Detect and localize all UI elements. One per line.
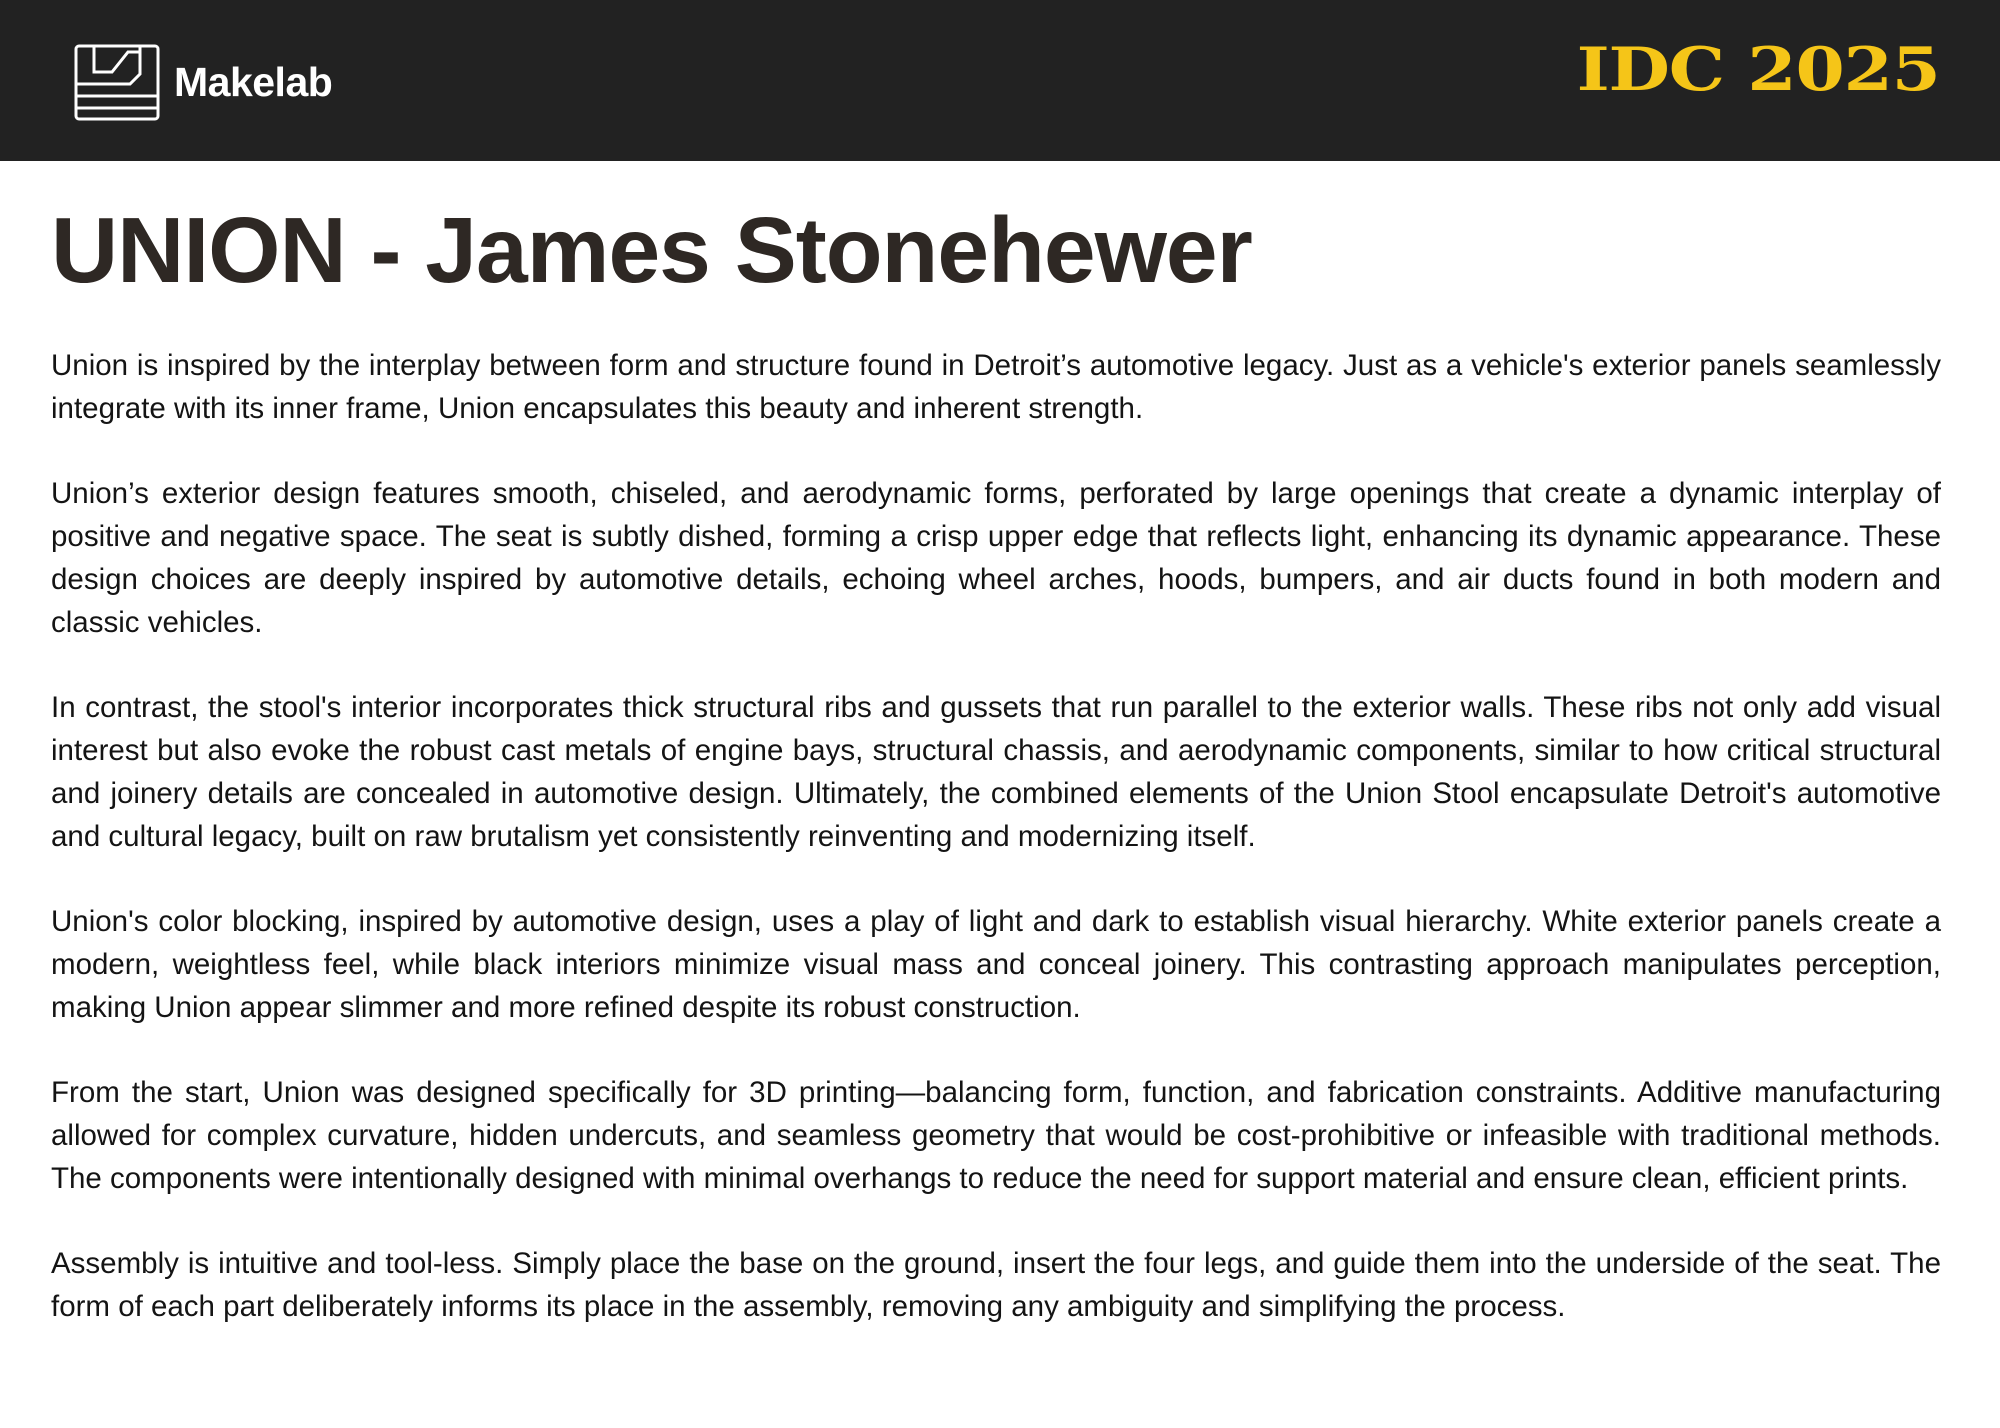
paragraph-3d-printing: From the start, Union was designed specifically for 3D printing—balancing form, function, and fabrication constraints. Additive manufacturing allowed for complex curvature, hidden undercuts, and seamless geometry that would be cost-prohibitive or infeasible with traditional methods. The components were intentionally designed with minimal overhangs to reduce the need for support material and ensure clean, efficient prints. <box>51 1076 1941 1195</box>
event-badge: IDC 2025 <box>1576 35 1940 105</box>
page-header <box>0 0 2000 161</box>
paragraph-inspiration: Union is inspired by the interplay between form and structure found in Detroit’s automotive legacy. Just as a vehicle's exterior panels seamlessly integrate with its inner frame, Union encapsulates this beauty and inherent strength. <box>51 349 1941 425</box>
makelab-logo-icon <box>74 44 160 121</box>
paragraph-exterior-design: Union’s exterior design features smooth, chiseled, and aerodynamic forms, perforated by large openings that create a dynamic interplay of positive and negative space. The seat is subtly dished, forming a crisp upper edge that reflects light, enhancing its dynamic appearance. These design choices are deeply inspired by automotive details, echoing wheel arches, hoods, bumpers, and air ducts found in both modern and classic vehicles. <box>51 477 1941 639</box>
paragraph-color-blocking: Union's color blocking, inspired by automotive design, uses a play of light and dark to establish visual hierarchy. White exterior panels create a modern, weightless feel, while black interiors minimize visual mass and conceal joinery. This contrasting approach manipulates perception, making Union appear slimmer and more refined despite its robust construction. <box>51 905 1941 1024</box>
paragraph-interior-structure: In contrast, the stool's interior incorporates thick structural ribs and gussets that run parallel to the exterior walls. These ribs not only add visual interest but also evoke the robust cast metals of engine bays, structural chassis, and aerodynamic components, similar to how critical structural and joinery details are concealed in automotive design. Ultimately, the combined elements of the Union Stool encapsulate Detroit's automotive and cultural legacy, built on raw brutalism yet consistently reinventing and modernizing itself. <box>51 691 1941 853</box>
main-content <box>51 195 1941 1328</box>
page-title: UNION - James Stonehewer <box>51 198 1252 302</box>
brand-logo[interactable] <box>74 44 332 121</box>
brand-name: Makelab <box>174 59 333 105</box>
paragraph-assembly: Assembly is intuitive and tool-less. Simply place the base on the ground, insert the four legs, and guide them into the underside of the seat. The form of each part deliberately informs its place in the assembly, removing any ambiguity and simplifying the process. <box>51 1247 1941 1323</box>
